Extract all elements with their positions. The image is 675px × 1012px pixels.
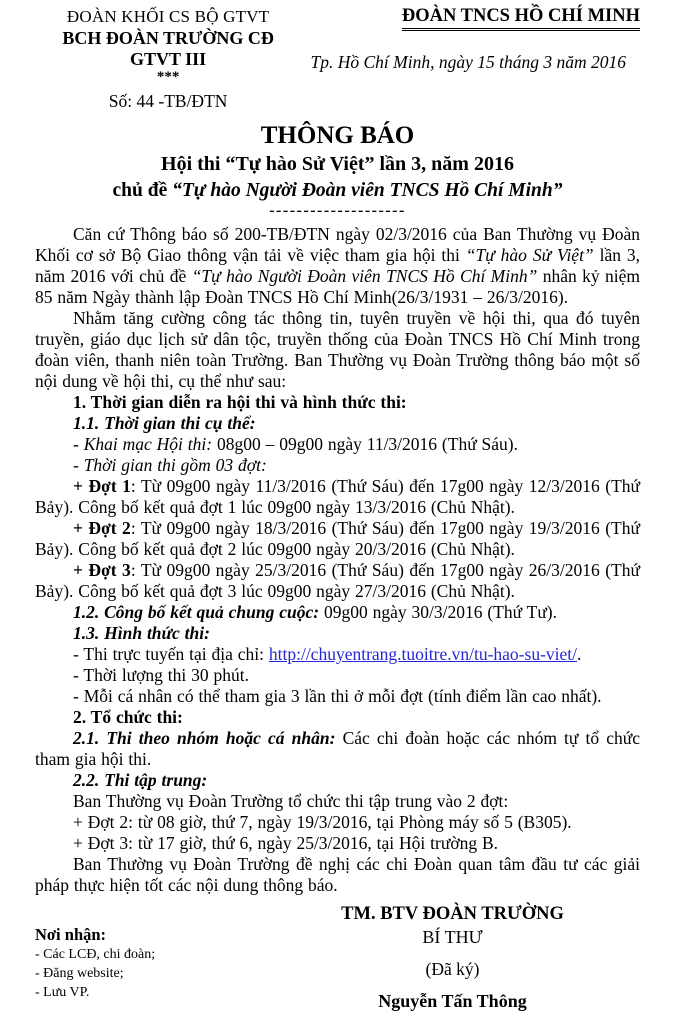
section-1-2-heading: 1.2. Công bố kết quả chung cuộc: 09g00 ngày 30/3/2016 (Thứ Tư). [73, 602, 558, 622]
section-1-1-heading: 1.1. Thời gian thi cụ thể: [73, 413, 256, 433]
round-1-item: + Đợt 1: Từ 09g00 ngày 11/3/2016 (Thứ Sáu) đến 17g00 ngày 12/3/2016 (Thứ Bảy). Công bố kết quả đợt 1 lúc 09g00 ngày 13/3/2016 (Chủ Nhật). [35, 476, 640, 517]
signature-block [265, 903, 640, 1012]
place-date-line: Tp. Hồ Chí Minh, ngày 15 tháng 3 năm 2016 [310, 52, 626, 72]
document-title: THÔNG BÁO [260, 122, 415, 149]
duration-item: - Thời lượng thi 30 phút. [73, 665, 250, 685]
recipient-item: - Các LCĐ, chi đoàn; [35, 947, 156, 962]
section-1-3-heading: 1.3. Hình thức thi: [73, 623, 210, 643]
attempts-item: - Mỗi cá nhân có thể tham gia 3 lần thi ở mỗi đợt (tính điểm lần cao nhất). [73, 686, 602, 706]
signature-authority: TM. BTV ĐOÀN TRƯỜNG [341, 904, 564, 924]
signature-role: BÍ THƯ [422, 927, 483, 947]
document-header [35, 6, 640, 112]
central-round-3-item: + Đợt 3: từ 17 giờ, thứ 6, ngày 25/3/2016, tại Hội trường B. [73, 833, 499, 853]
document-number: Số: 44 -TB/ĐTN [108, 91, 228, 111]
contest-name-subtitle: Hội thi “Tự hào Sử Việt” lần 3, năm 2016 [161, 153, 514, 175]
opening-ceremony-item: - Khai mạc Hội thi: 08g00 – 09g00 ngày 11/3/2016 (Thứ Sáu). [73, 434, 518, 454]
contest-url-link[interactable]: http://chuyentrang.tuoitre.vn/tu-hao-su-viet/ [268, 644, 577, 664]
org-name-line [301, 6, 640, 31]
round-3-item: + Đợt 3: Từ 09g00 ngày 25/3/2016 (Thứ Sáu) đến 17g00 ngày 26/3/2016 (Thứ Bảy). Công bố kết quả đợt 3 lúc 09g00 ngày 27/3/2016 (Chủ Nhật). [35, 560, 640, 601]
document-body [35, 224, 640, 896]
signed-note: (Đã ký) [425, 959, 480, 979]
document-footer [35, 903, 640, 1012]
parent-org-line: ĐOÀN KHỐI CS BỘ GTVT [66, 7, 270, 26]
paragraph-closing: Ban Thường vụ Đoàn Trường đề nghị các chi Đoàn quan tâm đầu tư các giải pháp thực hiện tốt các nội dung thông báo. [35, 854, 640, 895]
issuing-unit-block [35, 6, 301, 112]
central-round-2-item: + Đợt 2: từ 08 giờ, thứ 7, ngày 19/3/2016, tại Phòng máy số 5 (B305). [73, 812, 572, 832]
paragraph-legal-basis: Căn cứ Thông báo số 200-TB/ĐTN ngày 02/3/2016 của Ban Thường vụ Đoàn Khối cơ sở Bộ Giao thông vận tải về việc tham gia hội thi “Tự hào Sử Việt” lần 3, năm 2016 với chủ đề “Tự hào Người Đoàn viên TNCS Hồ Chí Minh” nhân kỷ niệm 85 năm Ngày thành lập Đoàn TNCS Hồ Chí Minh(26/3/1931 – 26/3/2016). [35, 224, 641, 307]
section-2-2-heading: 2.2. Thi tập trung: [73, 770, 208, 790]
title-block [35, 121, 640, 217]
contest-theme-subtitle: chủ đề “Tự hào Người Đoàn viên TNCS Hồ Chí Minh” [112, 180, 563, 201]
recipient-item: - Lưu VP. [35, 985, 90, 1000]
section-1-heading: 1. Thời gian diễn ra hội thi và hình thức thi: [73, 392, 407, 412]
recipients-block [35, 903, 265, 1012]
issuing-unit-line: BCH ĐOÀN TRƯỜNG CĐ GTVT III [62, 28, 274, 69]
rounds-count-item: - Thời gian thi gồm 03 đợt: [73, 455, 267, 475]
central-rounds-intro: Ban Thường vụ Đoàn Trường tổ chức thi tập trung vào 2 đợt: [73, 791, 509, 811]
round-2-item: + Đợt 2: Từ 09g00 ngày 18/3/2016 (Thứ Sáu) đến 17g00 ngày 19/3/2016 (Thứ Bảy). Công bố kết quả đợt 2 lúc 09g00 ngày 20/3/2016 (Chủ Nhật). [35, 518, 640, 559]
section-2-1-paragraph: 2.1. Thi theo nhóm hoặc cá nhân: Các chi đoàn hoặc các nhóm tự tổ chức tham gia hội thi. [35, 728, 640, 769]
org-name-underlined: ĐOÀN TNCS HỒ CHÍ MINH [402, 6, 640, 31]
stars-separator: *** [156, 69, 180, 85]
section-2-heading: 2. Tổ chức thi: [73, 707, 183, 727]
recipients-title: Nơi nhận: [35, 925, 107, 944]
recipient-item: - Đăng website; [35, 966, 124, 981]
national-org-block [301, 6, 640, 112]
online-address-item: - Thi trực tuyến tại địa chỉ: http://chuyentrang.tuoitre.vn/tu-hao-su-viet/. [73, 644, 582, 664]
title-divider: -------------------- [269, 202, 406, 219]
signer-name: Nguyễn Tấn Thông [378, 991, 527, 1011]
paragraph-purpose: Nhằm tăng cường công tác thông tin, tuyên truyền về hội thi, qua đó tuyên truyền, giáo dục lịch sử dân tộc, truyền thống của Đoàn TNCS Hồ Chí Minh trong đoàn viên, thanh niên toàn Trường. Ban Thường vụ Đoàn Trường thông báo một số nội dung về hội thi, cụ thể như sau: [35, 308, 640, 391]
